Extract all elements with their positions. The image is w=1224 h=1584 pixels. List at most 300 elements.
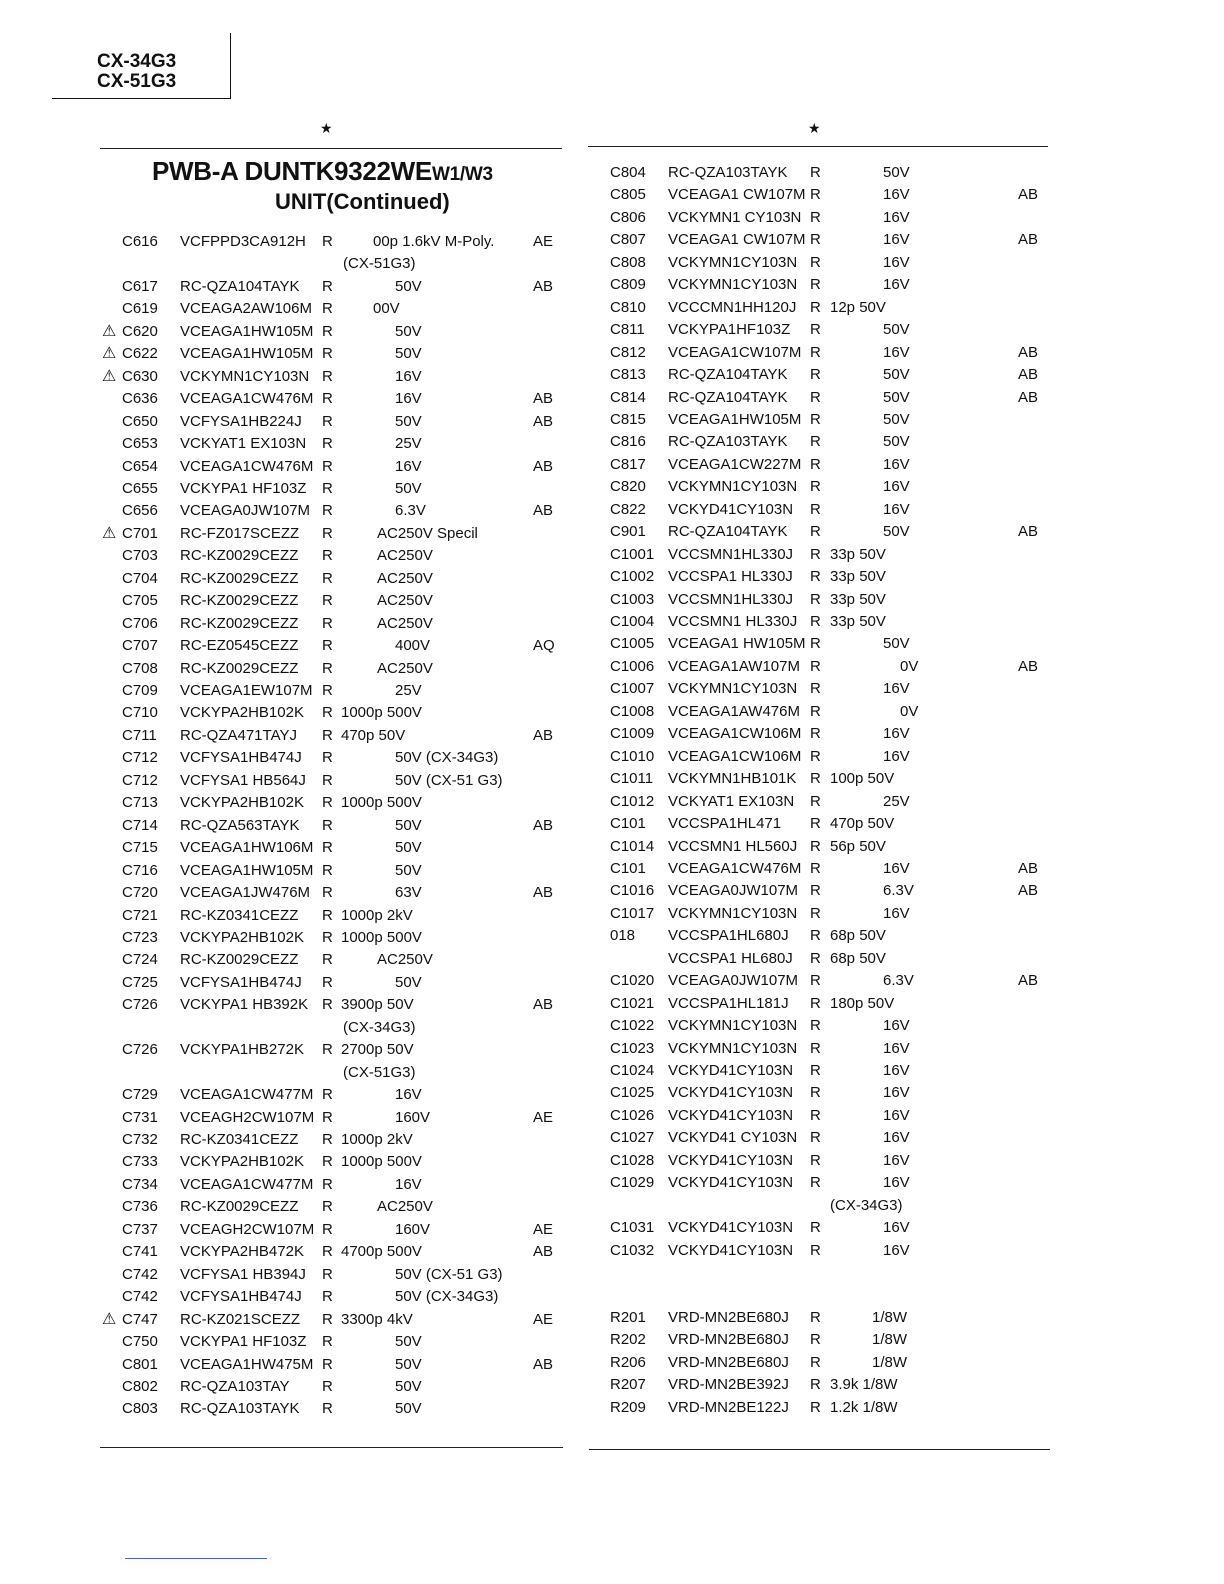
value: 50V [883,388,910,406]
part-number: VCEAGA1CW227M [668,455,802,473]
value: 470p 50V [830,815,895,833]
description-code: R [810,1062,821,1079]
value: 16V [883,208,910,226]
part-number: RC-EZ0545CEZZ [180,637,299,655]
description-code: R [322,928,333,946]
part-number: VCKYMN1HB101K [668,770,797,788]
price-rank: AB [533,277,554,295]
value: 50V (CX-34G3) [395,1288,499,1306]
ref-designator: C817 [610,455,646,473]
value: 16V [883,1219,910,1237]
value: 160V [395,1220,431,1238]
part-number: VCEAGA1 CW107M [668,186,806,204]
ref-designator: C721 [122,906,158,924]
part-number: VCEAGA1CW107M [668,343,802,361]
bottom-rule-right [589,1449,1050,1450]
section-title-suffix: W1/W3 [431,164,493,185]
part-number: VCEAGH2CW107M [180,1108,315,1126]
ref-designator: C1009 [610,725,655,743]
part-number: VRD-MN2BE680J [668,1353,789,1371]
parts-row [0,1308,1100,1328]
value: 16V [883,1174,910,1192]
part-number: VCEAGA1CW476M [668,859,802,877]
value: 50V [395,973,422,991]
parts-row [0,1218,1100,1238]
part-number: VCFYSA1HB474J [180,1288,302,1306]
ref-designator: C712 [122,771,158,789]
ref-designator: C747 [122,1310,158,1328]
value: 16V [883,1241,910,1259]
value: 2700p 50V [341,1041,414,1059]
part-number: VCKYMN1CY103N [668,904,798,922]
value: 50V (CX-34G3) [395,749,499,767]
description-code: R [322,1355,333,1373]
value: 16V [883,1106,910,1124]
value: 50V [883,366,910,384]
ref-designator: C811 [610,321,645,339]
ref-designator: R207 [610,1376,646,1394]
part-number: VCKYD41CY103N [668,500,794,518]
value: 16V [883,276,910,294]
parts-row [0,163,1100,183]
footer-link-line [125,1558,267,1559]
ref-designator: C703 [122,547,158,565]
part-number: VCKYMN1CY103N [668,1017,798,1035]
value: 16V [883,253,910,271]
value: 33p 50V [830,613,886,630]
parts-row [0,185,1100,205]
price-rank: AB [1018,859,1039,877]
description-code: R [810,164,821,181]
value: 50V [395,345,422,363]
ref-designator: C712 [122,749,158,767]
parts-row [0,388,1100,408]
value: (CX-51G3) [343,255,416,273]
value: 50V [395,322,422,340]
parts-row [0,724,1100,744]
ref-designator: C1001 [610,545,655,563]
price-rank: AB [533,412,554,430]
description-code: R [810,500,821,518]
part-number: VCKYMN1 CY103N [668,208,802,226]
ref-designator: C810 [610,298,646,316]
value: 3300p 4kV [341,1310,413,1328]
ref-designator: C1032 [610,1241,655,1259]
section-title-main: PWB-A DUNTK9322WE [152,156,432,186]
ref-designator: C711 [122,726,157,744]
ref-designator: C1004 [610,613,655,630]
ref-designator: C815 [610,410,646,428]
ref-designator: C706 [122,614,158,632]
price-rank: AB [1018,231,1039,249]
description-code: R [810,298,821,316]
description-code: R [322,457,333,475]
description-code: R [810,702,821,720]
value: 16V [395,390,422,408]
part-number: VCEAGA1AW107M [668,657,800,675]
description-code: R [322,749,333,767]
value: 50V [395,839,422,857]
parts-row [0,904,1100,924]
part-number: VCEAGA0JW107M [668,972,799,990]
part-number: RC-QZA104TAYK [668,366,788,384]
parts-row [0,343,1100,363]
ref-designator: C803 [122,1400,158,1418]
part-number: VCKYPA2HB102K [180,704,304,722]
price-rank: AB [1018,657,1039,675]
ref-designator: C807 [610,231,646,249]
description-code: R [810,815,821,833]
description-code: R [810,837,821,855]
ref-designator: C731 [122,1108,158,1126]
price-rank: AB [1018,882,1039,900]
warning-icon: ⚠ [102,367,117,385]
ref-designator: C720 [122,884,158,902]
description-code: R [810,1241,821,1259]
part-number: VCCSMN1 HL330J [668,613,798,630]
value: 160V [395,1108,431,1126]
value: 3.9k 1/8W [830,1376,898,1394]
ref-designator: C704 [122,569,158,587]
value: 3900p 50V [341,996,414,1014]
description-code: R [322,951,333,969]
value: AC250V [377,951,433,969]
parts-row [0,747,1100,767]
value: 16V [883,1062,910,1079]
ref-designator: R206 [610,1353,646,1371]
value: 16V [395,367,422,385]
parts-row [0,320,1100,340]
ref-designator: C710 [122,704,158,722]
value: 33p 50V [830,590,886,608]
price-rank: AB [533,457,554,475]
part-number: VCKYAT1 EX103N [668,792,795,810]
star-icon-left: ★ [320,120,333,136]
warning-icon: ⚠ [102,1310,117,1328]
description-code: R [322,659,333,677]
ref-designator: C709 [122,682,158,699]
price-rank: AB [533,390,554,408]
description-code: R [322,1153,333,1171]
part-number: RC-QZA104TAYK [668,523,788,541]
value: 50V [395,861,422,879]
ref-designator: C616 [122,233,158,250]
ref-designator: C732 [122,1131,158,1148]
description-code: R [322,300,333,318]
description-code: R [322,1400,333,1418]
description-code: R [810,478,821,496]
value: 100p 50V [830,770,895,788]
parts-row [0,679,1100,699]
parts-row [0,949,1100,969]
description-code: R [322,1198,333,1216]
part-number: VCCSMN1 HL560J [668,837,798,855]
ref-designator: C806 [610,208,646,226]
part-number: RC-QZA103TAYK [668,164,788,181]
part-number: RC-QZA104TAYK [668,388,788,406]
value: 16V [395,1175,422,1193]
description-code: R [810,1084,821,1102]
parts-row [0,1083,1100,1103]
price-rank: AB [533,816,554,834]
ref-designator: C654 [122,457,158,475]
description-code: R [322,547,333,565]
ref-designator: C808 [610,253,646,271]
ref-designator: C1031 [610,1219,655,1237]
description-code: R [810,635,821,653]
description-code: R [810,972,821,990]
part-number: VCEAGA1HW105M [180,345,314,363]
value: 6.3V [395,502,426,520]
parts-row [0,432,1100,452]
parts-row [0,612,1100,632]
part-number: VCKYPA2HB102K [180,794,304,812]
price-rank: AB [1018,972,1039,990]
ref-designator: C805 [610,186,646,204]
ref-designator: C705 [122,592,158,610]
parts-row [0,814,1100,834]
description-code: R [810,882,821,900]
price-rank: AB [533,1355,554,1373]
ref-designator: C1002 [610,568,655,586]
parts-row [0,208,1100,228]
value: 50V (CX-51 G3) [395,1265,503,1283]
ref-designator: C901 [610,523,646,541]
description-code: R [810,433,821,451]
price-rank: AB [533,502,554,520]
description-code: R [322,1243,333,1261]
description-code: R [322,682,333,699]
description-code: R [810,343,821,361]
ref-designator: C736 [122,1198,158,1216]
part-number: VCEAGA1HW106M [180,839,314,857]
parts-row [0,477,1100,497]
part-number: VRD-MN2BE680J [668,1331,789,1349]
description-code: R [322,1131,333,1148]
description-code: R [810,523,821,541]
description-code: R [322,704,333,722]
description-code: R [810,994,821,1012]
ref-designator: C734 [122,1175,158,1193]
description-code: R [810,613,821,630]
price-rank: AE [533,233,554,250]
ref-designator: C813 [610,366,646,384]
model-number-2: CX-51G3 [97,71,177,92]
ref-designator: R209 [610,1398,646,1416]
value: 4700p 500V [341,1243,422,1261]
ref-designator: C724 [122,951,158,969]
price-rank: AQ [533,637,555,655]
value: 400V [395,637,431,655]
part-number: VCCSPA1HL680J [668,927,789,945]
description-code: R [810,904,821,922]
value: 0V [900,657,919,675]
part-number: VCKYAT1 EX103N [180,435,307,453]
parts-row [0,567,1100,587]
parts-row [0,859,1100,879]
ref-designator: C1003 [610,590,655,608]
parts-row [0,298,1100,318]
part-number: VCFYSA1HB474J [180,749,302,767]
ref-designator: C630 [122,367,158,385]
part-number: RC-QZA103TAYK [668,433,788,451]
ref-designator: C809 [610,276,646,294]
ref-designator: C1020 [610,972,655,990]
parts-row [0,522,1100,542]
description-code: R [322,1377,333,1395]
value: 1.2k 1/8W [830,1398,898,1416]
ref-designator: C737 [122,1220,158,1238]
part-number: VCEAGA0JW107M [668,882,799,900]
ref-designator: C726 [122,996,158,1014]
value: 1000p 500V [341,928,422,946]
top-rule-right [588,146,1048,147]
price-rank: AB [1018,523,1039,541]
parts-row [0,971,1100,991]
value: 16V [883,455,910,473]
ref-designator: C716 [122,861,158,879]
part-number: VCFYSA1HB224J [180,412,302,430]
value: (CX-34G3) [343,1018,416,1036]
value: 50V [395,1400,422,1418]
value: 25V [395,682,422,699]
part-number: VCEAGA1HW105M [180,861,314,879]
value: 50V [395,1355,422,1373]
part-number: RC-KZ0029CEZZ [180,614,299,632]
description-code: R [810,927,821,945]
model-number-1: CX-34G3 [97,51,177,72]
ref-designator: C1022 [610,1017,655,1035]
part-number: RC-FZ017SCEZZ [180,524,300,542]
description-code: R [322,906,333,924]
ref-designator: C812 [610,343,646,361]
part-number: VCCSPA1HL471 [668,815,782,833]
description-code: R [810,1039,821,1057]
part-number: VCKYMN1CY103N [180,367,310,385]
description-code: R [322,322,333,340]
description-code: R [322,1175,333,1193]
bottom-rule-left [100,1447,563,1448]
part-number: VCEAGA1HW475M [180,1355,314,1373]
ref-designator: C725 [122,973,158,991]
ref-designator: 018 [610,927,636,945]
description-code: R [810,1219,821,1237]
description-code: R [810,1331,821,1349]
value: AC250V [377,659,433,677]
value: 16V [883,904,910,922]
value: AC250V [377,569,433,587]
value: 16V [883,343,910,361]
price-rank: AB [533,726,554,744]
parts-row [0,230,1100,250]
price-rank: AB [533,884,554,902]
part-number: VCFYSA1HB474J [180,973,302,991]
parts-row [0,1061,1100,1081]
description-code: R [810,208,821,226]
value: 50V (CX-51 G3) [395,771,503,789]
description-code: R [810,1308,821,1326]
part-number: VCCSMN1HL330J [668,545,794,563]
ref-designator: C714 [122,816,158,834]
description-code: R [810,1398,821,1416]
value: 50V [883,635,910,653]
price-rank: AB [1018,388,1039,406]
part-number: VCKYPA2HB102K [180,1153,304,1171]
value: 16V [883,1151,910,1169]
value: 25V [883,792,910,810]
ref-designator: C1011 [610,770,654,788]
ref-designator: C1024 [610,1062,655,1079]
value: 50V [395,412,422,430]
description-code: R [322,726,333,744]
part-number: RC-KZ0029CEZZ [180,592,299,610]
part-number: VCFPPD3CA912H [180,233,306,250]
part-number: VRD-MN2BE680J [668,1308,789,1326]
description-code: R [810,1151,821,1169]
part-number: VCKYD41CY103N [668,1106,794,1124]
parts-row [0,253,1100,273]
parts-row [0,1173,1100,1193]
parts-row [0,1353,1100,1373]
price-rank: AE [533,1108,554,1126]
parts-row [0,926,1100,946]
description-code: R [810,253,821,271]
part-number: RC-QZA563TAYK [180,816,300,834]
section-subtitle: UNIT(Continued) [275,189,450,214]
description-code: R [810,231,821,249]
value: 6.3V [883,972,914,990]
description-code: R [322,1041,333,1059]
value: 6.3V [883,882,914,900]
part-number: VCEAGA1JW476M [180,884,311,902]
ref-designator: C713 [122,794,158,812]
part-number: RC-KZ021SCEZZ [180,1310,301,1328]
description-code: R [810,545,821,563]
description-code: R [322,1108,333,1126]
ref-designator: R202 [610,1331,646,1349]
description-code: R [322,412,333,430]
description-code: R [810,366,821,384]
ref-designator: C801 [122,1355,158,1373]
parts-row [0,657,1100,677]
ref-designator: C822 [610,500,646,518]
part-number: VCEAGH2CW107M [180,1220,315,1238]
part-number: RC-QZA471TAYJ [180,726,297,744]
ref-designator: C726 [122,1041,158,1059]
description-code: R [810,725,821,743]
value: AC250V [377,592,433,610]
ref-designator: C816 [610,433,646,451]
value: 50V [883,410,910,428]
description-code: R [810,1353,821,1371]
ref-designator: C820 [610,478,646,496]
value: 1000p 500V [341,1153,422,1171]
part-number: VCEAGA1CW477M [180,1175,314,1193]
description-code: R [810,1106,821,1124]
part-number: RC-KZ0029CEZZ [180,1198,299,1216]
description-code: R [322,592,333,610]
value: 1000p 500V [341,794,422,812]
ref-designator: C622 [122,345,158,363]
parts-row [0,994,1100,1014]
ref-designator: C101 [610,815,646,833]
description-code: R [810,1129,821,1147]
price-rank: AE [533,1220,554,1238]
value: (CX-51G3) [343,1063,416,1081]
parts-row [0,634,1100,654]
value: 16V [883,859,910,877]
value: 50V [883,164,910,181]
